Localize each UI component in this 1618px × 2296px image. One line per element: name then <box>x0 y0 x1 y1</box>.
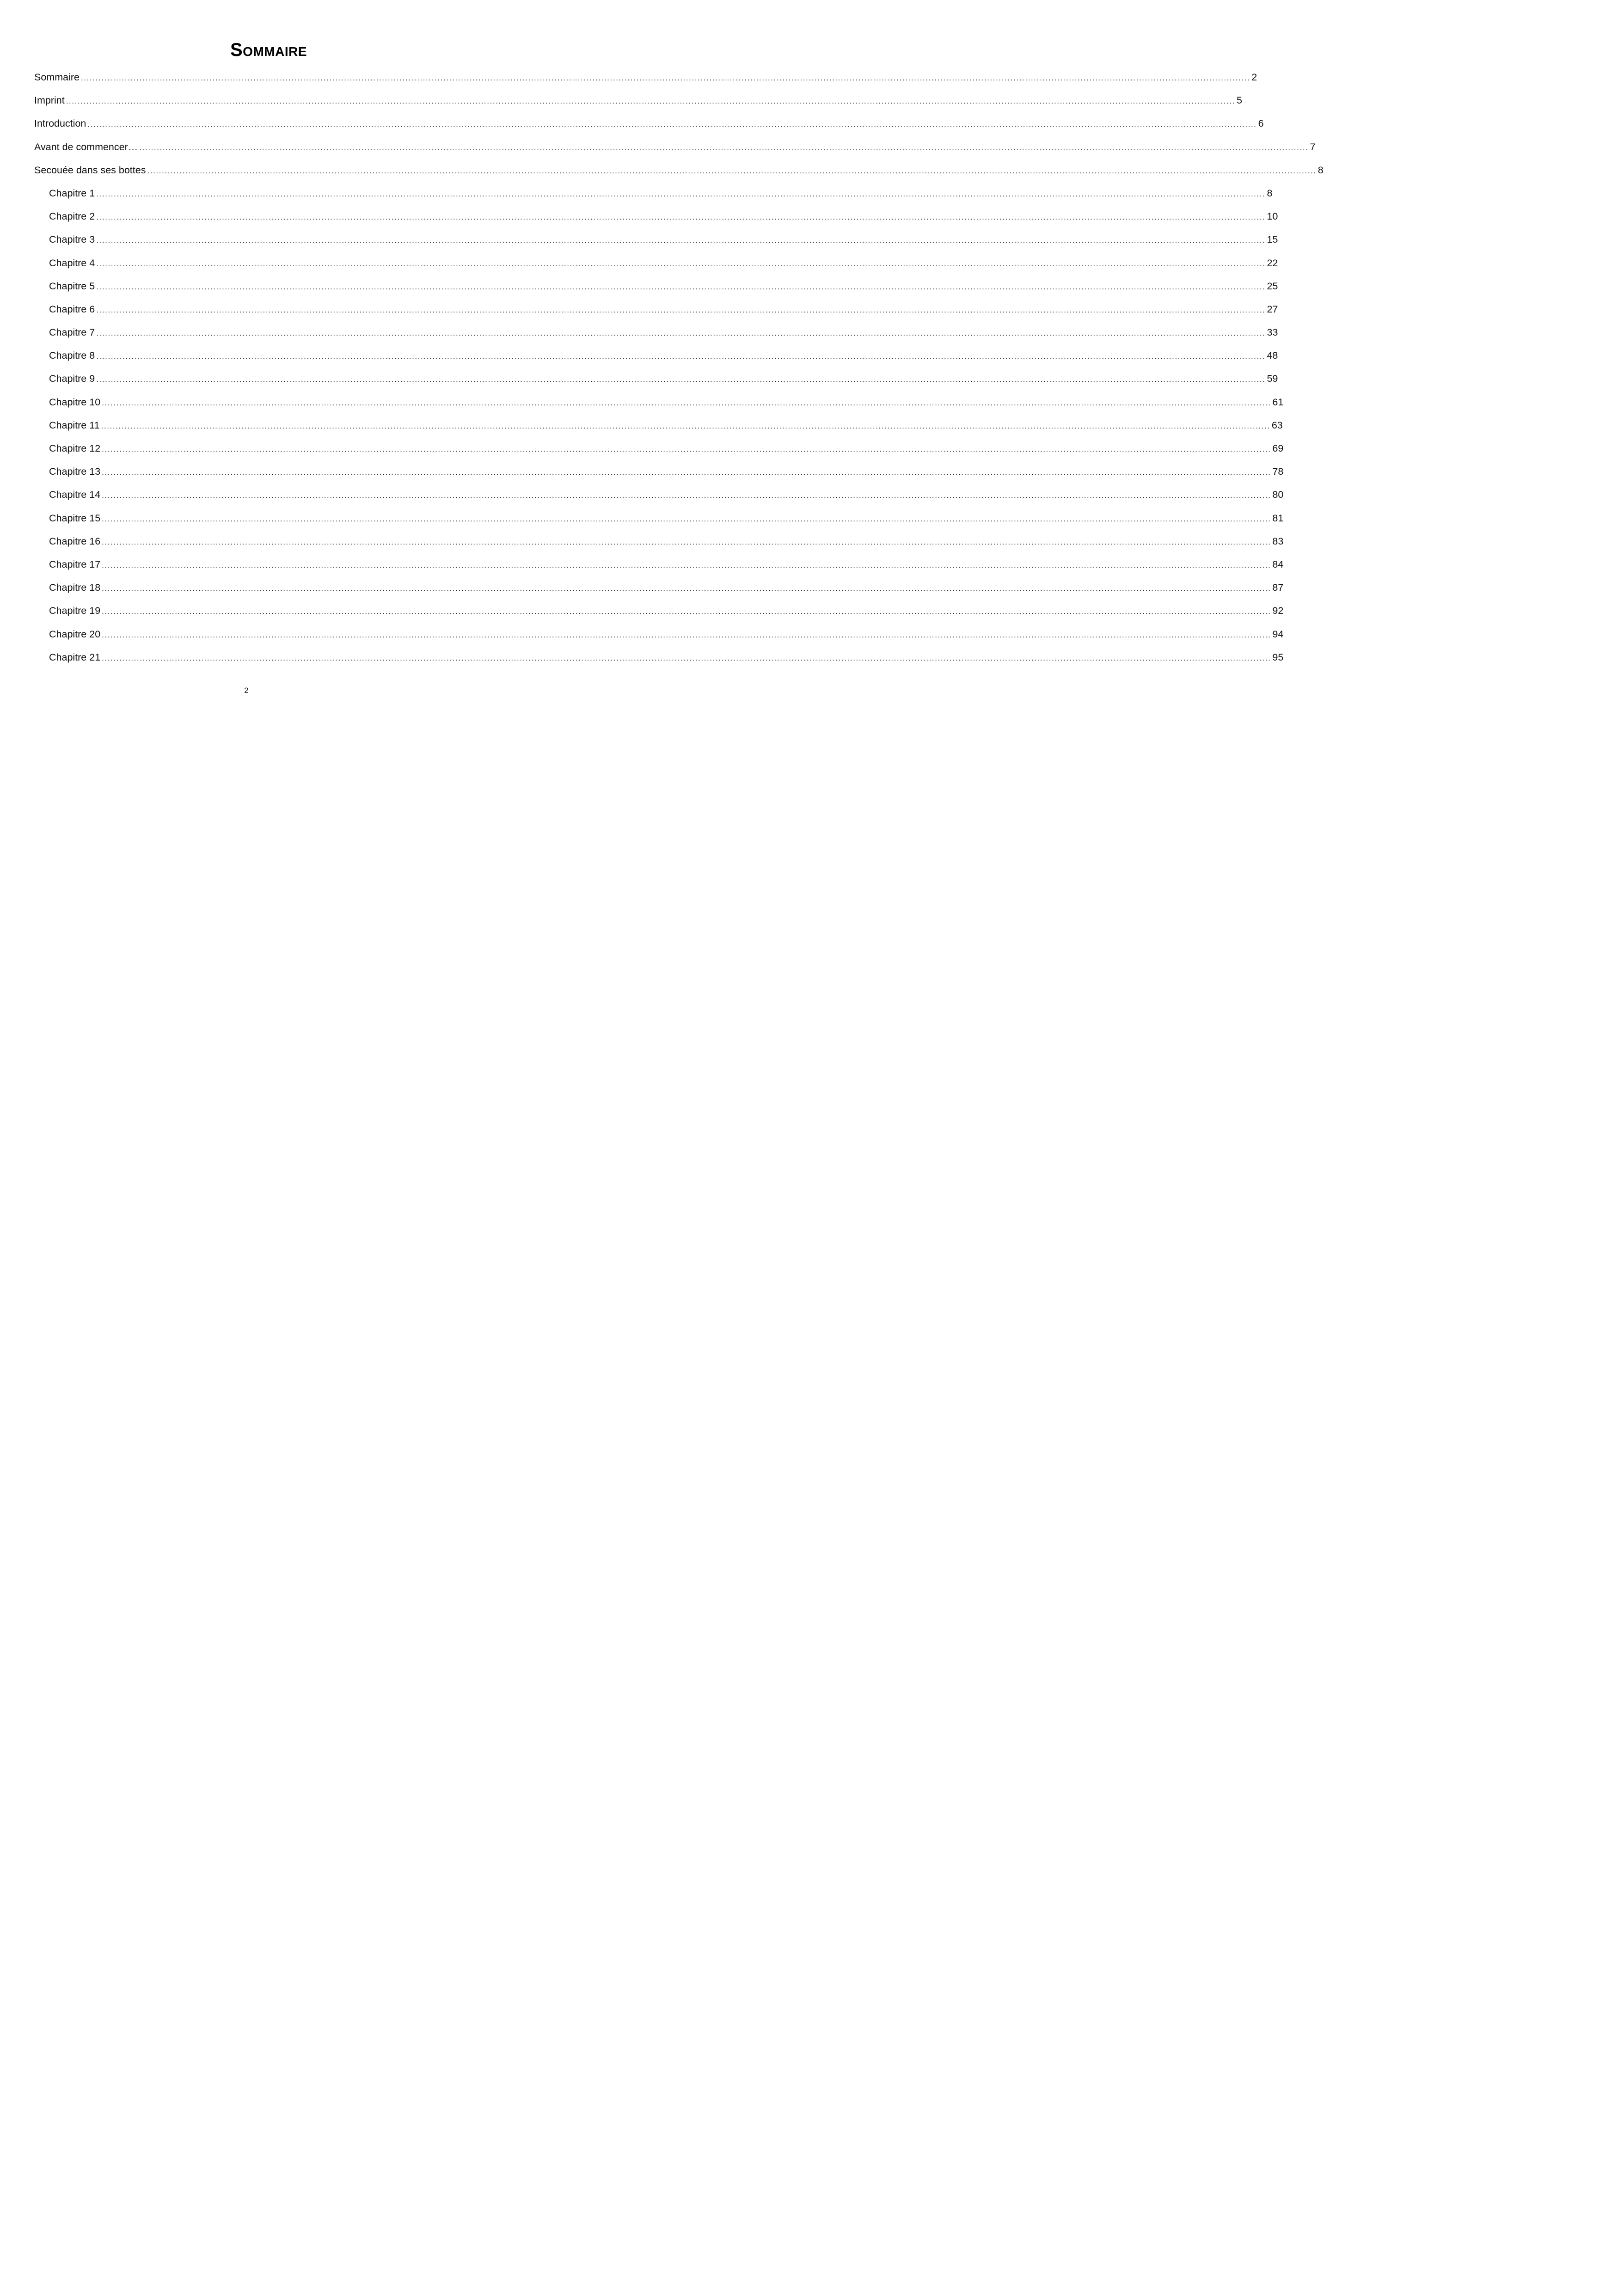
toc-entry-page: 83 <box>1272 535 1284 547</box>
toc-entry-page: 87 <box>1272 582 1284 594</box>
toc-entry[interactable] <box>34 139 1316 162</box>
toc-entry-page: 94 <box>1272 628 1284 640</box>
toc-dot-leader: ................................................................................................................................................................................................................................................................................................................................................................................................................ <box>96 305 1266 314</box>
toc-dot-leader: ................................................................................................................................................................................................................................................................................................................................................................................................................ <box>102 560 1271 569</box>
toc-entry[interactable] <box>34 417 1283 441</box>
toc-entry-label: Chapitre 17 <box>49 557 102 572</box>
toc-entry[interactable] <box>34 278 1278 301</box>
toc-entry-label: Sommaire <box>34 69 81 85</box>
toc-dot-leader: ................................................................................................................................................................................................................................................................................................................................................................................................................ <box>102 653 1271 662</box>
toc-entry-label: Chapitre 14 <box>49 487 102 502</box>
toc-dot-leader: ................................................................................................................................................................................................................................................................................................................................................................................................................ <box>96 352 1266 361</box>
toc-entry-label: Chapitre 7 <box>49 325 96 340</box>
toc-entry-label: Chapitre 19 <box>49 603 102 618</box>
table-of-contents <box>34 69 1324 673</box>
toc-entry-label: Avant de commencer… <box>34 139 139 155</box>
toc-dot-leader: ................................................................................................................................................................................................................................................................................................................................................................................................................ <box>96 329 1266 338</box>
toc-entry-page: 80 <box>1272 489 1284 501</box>
toc-entry-page: 48 <box>1267 350 1278 361</box>
toc-entry[interactable] <box>34 603 1284 626</box>
toc-dot-leader: ................................................................................................................................................................................................................................................................................................................................................................................................................ <box>139 143 1309 152</box>
toc-entry-label: Chapitre 21 <box>49 649 102 665</box>
toc-dot-leader: ................................................................................................................................................................................................................................................................................................................................................................................................................ <box>96 213 1266 222</box>
toc-entry-page: 95 <box>1272 651 1284 663</box>
toc-entry-label: Secouée dans ses bottes <box>34 162 147 178</box>
toc-entry[interactable] <box>34 255 1278 278</box>
toc-entry-page: 22 <box>1267 257 1278 269</box>
toc-dot-leader: ................................................................................................................................................................................................................................................................................................................................................................................................................ <box>96 236 1266 245</box>
toc-entry-label: Chapitre 1 <box>49 185 96 201</box>
toc-entry[interactable] <box>34 371 1278 394</box>
toc-entry-label: Chapitre 8 <box>49 348 96 363</box>
toc-dot-leader: ................................................................................................................................................................................................................................................................................................................................................................................................................ <box>66 97 1235 106</box>
toc-entry-label: Chapitre 3 <box>49 232 96 247</box>
toc-entry-label: Chapitre 6 <box>49 301 96 317</box>
toc-entry-page: 63 <box>1271 419 1283 431</box>
page-title: Sommaire <box>230 40 307 60</box>
toc-entry-label: Chapitre 18 <box>49 580 102 595</box>
toc-entry-page: 6 <box>1258 118 1264 129</box>
toc-entry[interactable] <box>34 301 1278 325</box>
toc-dot-leader: ................................................................................................................................................................................................................................................................................................................................................................................................................ <box>102 514 1271 523</box>
toc-entry[interactable] <box>34 325 1278 348</box>
toc-entry-page: 2 <box>1251 72 1257 83</box>
toc-entry[interactable] <box>34 185 1273 208</box>
toc-entry-label: Chapitre 15 <box>49 510 102 526</box>
toc-entry[interactable] <box>34 116 1264 139</box>
toc-dot-leader: ................................................................................................................................................................................................................................................................................................................................................................................................................ <box>102 398 1271 407</box>
toc-entry-page: 61 <box>1272 396 1284 408</box>
toc-entry-page: 69 <box>1272 443 1284 454</box>
toc-entry[interactable] <box>34 649 1284 673</box>
toc-entry[interactable] <box>34 510 1284 533</box>
toc-dot-leader: ................................................................................................................................................................................................................................................................................................................................................................................................................ <box>87 120 1257 129</box>
toc-entry-page: 78 <box>1272 466 1284 478</box>
toc-entry[interactable] <box>34 626 1284 649</box>
toc-dot-leader: ................................................................................................................................................................................................................................................................................................................................................................................................................ <box>102 630 1271 639</box>
toc-entry[interactable] <box>34 208 1278 232</box>
toc-entry-page: 8 <box>1318 164 1324 176</box>
toc-entry-page: 8 <box>1267 187 1273 199</box>
toc-entry[interactable] <box>34 533 1284 557</box>
toc-entry-page: 27 <box>1267 303 1278 315</box>
toc-entry-page: 92 <box>1272 605 1284 617</box>
toc-dot-leader: ................................................................................................................................................................................................................................................................................................................................................................................................................ <box>102 468 1271 477</box>
toc-entry-label: Chapitre 20 <box>49 626 102 642</box>
toc-entry[interactable] <box>34 580 1284 603</box>
toc-dot-leader: ................................................................................................................................................................................................................................................................................................................................................................................................................ <box>80 73 1250 82</box>
toc-dot-leader: ................................................................................................................................................................................................................................................................................................................................................................................................................ <box>96 282 1266 291</box>
toc-entry-label: Chapitre 12 <box>49 441 102 456</box>
toc-entry[interactable] <box>34 394 1284 417</box>
toc-dot-leader: ................................................................................................................................................................................................................................................................................................................................................................................................................ <box>102 607 1271 616</box>
toc-entry[interactable] <box>34 464 1284 487</box>
toc-dot-leader: ................................................................................................................................................................................................................................................................................................................................................................................................................ <box>101 421 1270 430</box>
toc-dot-leader: ................................................................................................................................................................................................................................................................................................................................................................................................................ <box>96 189 1266 198</box>
toc-entry-label: Chapitre 9 <box>49 371 96 386</box>
toc-entry[interactable] <box>34 69 1257 92</box>
document-page <box>0 0 1324 722</box>
toc-entry-label: Chapitre 16 <box>49 533 102 549</box>
toc-entry-label: Chapitre 11 <box>49 417 101 433</box>
toc-entry-label: Chapitre 10 <box>49 394 102 410</box>
toc-dot-leader: ................................................................................................................................................................................................................................................................................................................................................................................................................ <box>147 166 1317 175</box>
toc-entry-page: 10 <box>1267 211 1278 222</box>
toc-entry-label: Chapitre 4 <box>49 255 96 271</box>
toc-entry[interactable] <box>34 92 1242 116</box>
toc-entry-label: Imprint <box>34 92 66 108</box>
toc-dot-leader: ................................................................................................................................................................................................................................................................................................................................................................................................................ <box>102 584 1271 593</box>
toc-entry[interactable] <box>34 348 1278 371</box>
toc-dot-leader: ................................................................................................................................................................................................................................................................................................................................................................................................................ <box>102 491 1271 500</box>
toc-entry-page: 7 <box>1310 141 1316 153</box>
toc-entry-label: Chapitre 2 <box>49 208 96 224</box>
toc-dot-leader: ................................................................................................................................................................................................................................................................................................................................................................................................................ <box>102 537 1271 546</box>
toc-entry[interactable] <box>34 232 1278 255</box>
toc-entry-page: 84 <box>1272 558 1284 570</box>
toc-dot-leader: ................................................................................................................................................................................................................................................................................................................................................................................................................ <box>102 445 1271 453</box>
toc-entry[interactable] <box>34 487 1284 510</box>
toc-entry-page: 59 <box>1267 373 1278 385</box>
toc-entry-label: Introduction <box>34 116 87 131</box>
toc-entry-page: 15 <box>1267 234 1278 245</box>
toc-entry[interactable] <box>34 441 1284 464</box>
toc-entry-label: Chapitre 5 <box>49 278 96 294</box>
toc-entry-page: 5 <box>1236 95 1242 106</box>
toc-dot-leader: ................................................................................................................................................................................................................................................................................................................................................................................................................ <box>96 375 1266 384</box>
toc-entry-page: 33 <box>1267 327 1278 338</box>
toc-entry[interactable] <box>34 557 1284 580</box>
toc-dot-leader: ................................................................................................................................................................................................................................................................................................................................................................................................................ <box>96 259 1266 268</box>
toc-entry-label: Chapitre 13 <box>49 464 102 479</box>
page-number: 2 <box>244 686 249 695</box>
toc-entry[interactable] <box>34 162 1324 185</box>
toc-entry-page: 81 <box>1272 512 1284 524</box>
toc-entry-page: 25 <box>1267 280 1278 292</box>
